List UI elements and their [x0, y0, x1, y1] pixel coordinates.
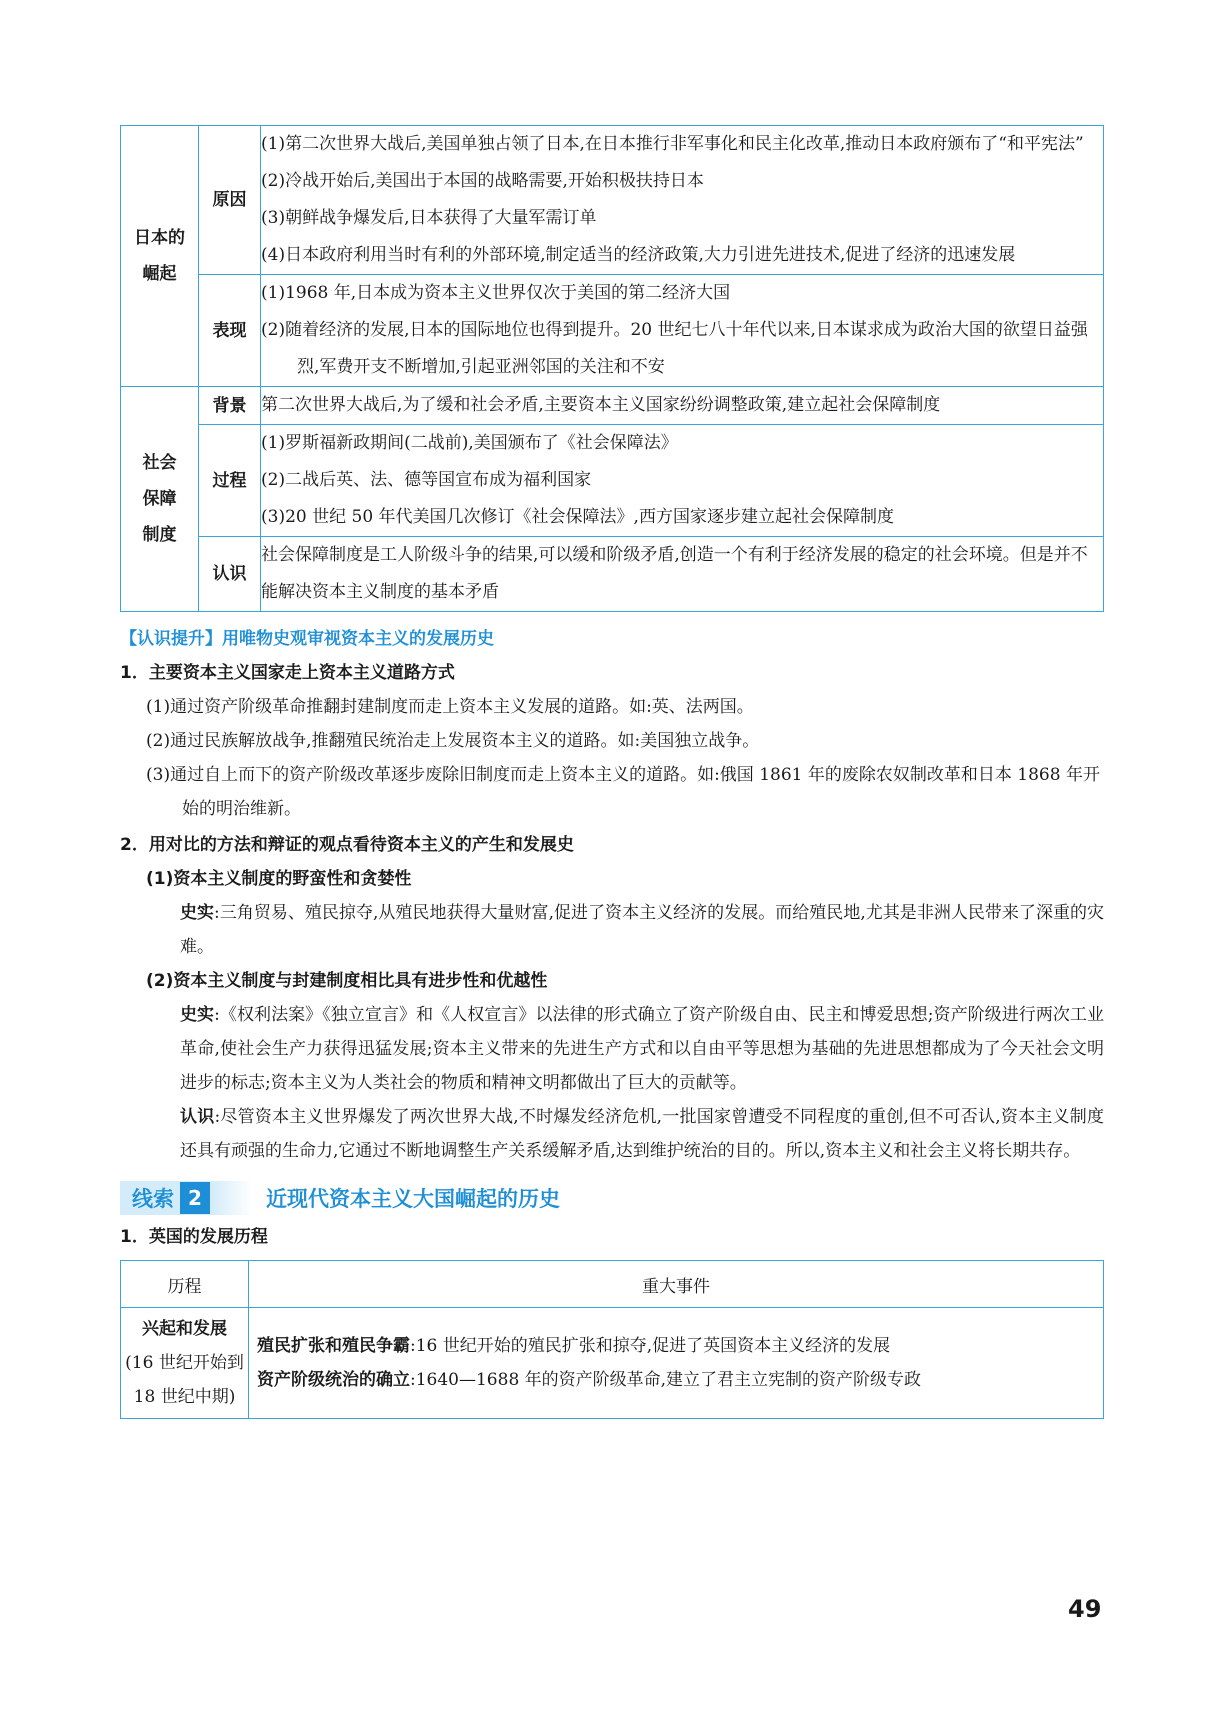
section-heading: 1．主要资本主义国家走上资本主义道路方式 [120, 663, 455, 683]
event-item [257, 1329, 1095, 1363]
event-item [257, 1363, 1095, 1397]
label-fact: 史实 [180, 1005, 215, 1025]
list-item: (4)日本政府利用当时有利的外部环境,制定适当的经济政策,大力引进先进技术,促进了经济的迅速发展 [261, 245, 1016, 265]
development-table [120, 125, 1104, 612]
row-label-view: 认识 [199, 537, 261, 612]
sub-heading: (1)资本主义制度的野蛮性和贪婪性 [146, 869, 412, 889]
clue-banner [120, 1178, 1104, 1218]
list-item: (1)罗斯福新政期间(二战前),美国颁布了《社会保障法》 [261, 433, 678, 453]
row-label-process: 过程 [199, 425, 261, 537]
background-cell [261, 387, 1104, 425]
clue-tag [120, 1181, 252, 1215]
row-label-background: 背景 [199, 387, 261, 425]
events-cell [249, 1308, 1104, 1419]
stage-cell [121, 1308, 249, 1419]
header-events: 重大事件 [249, 1261, 1104, 1308]
performance-cell [261, 275, 1104, 387]
header-stage: 历程 [121, 1261, 249, 1308]
table-row [121, 425, 1104, 537]
list-item: (3)朝鲜战争爆发后,日本获得了大量军需订单 [261, 208, 597, 228]
section-heading: 1．英国的发展历程 [120, 1227, 268, 1247]
row-label-performance: 表现 [199, 275, 261, 387]
stage-period: (16 世纪开始到 [125, 1353, 244, 1373]
process-cell [261, 425, 1104, 537]
label-fact: 史实 [180, 903, 215, 923]
paragraph-text: :《权利法案》《独立宣言》和《人权宣言》以法律的形式确立了资产阶级自由、民主和博爱思想;资产阶级进行两次工业革命,使社会生产力获得迅猛发展;资本主义带来的先进生产方式和以自由平等思想为基础的先进思想都成为了今天社会文明进步的标志;资本主义为人类社会的物质和精神文明都做出了巨大的贡献等。 [180, 1005, 1105, 1093]
event-text: :16 世纪开始的殖民扩张和掠夺,促进了英国资本主义经济的发展 [410, 1336, 891, 1356]
list-item: (2)通过民族解放战争,推翻殖民统治走上发展资本主义的道路。如:美国独立战争。 [146, 731, 760, 751]
list-item: (2)冷战开始后,美国出于本国的战略需要,开始积极扶持日本 [261, 171, 704, 191]
paragraph-text: :尽管资本主义世界爆发了两次世界大战,不时爆发经济危机,一批国家曾遭受不同程度的重创,但不可否认,资本主义制度还具有顽强的生命力,它通过不断地调整生产关系缓解矛盾,达到维护统治的目的。所以,资本主义和社会主义将长期共存。 [180, 1107, 1104, 1161]
paragraph [120, 998, 1104, 1100]
event-text: :1640—1688 年的资产阶级革命,建立了君主立宪制的资产阶级专政 [410, 1370, 922, 1390]
list-item: (3)20 世纪 50 年代美国几次修订《社会保障法》,西方国家逐步建立起社会保障制度 [261, 507, 894, 527]
paragraph-text: :三角贸易、殖民掠夺,从殖民地获得大量财富,促进了资本主义经济的发展。而给殖民地,尤其是非洲人民带来了深重的灾难。 [180, 903, 1105, 957]
list-item: (3)通过自上而下的资产阶级改革逐步废除旧制度而走上资本主义的道路。如:俄国 1861 年的废除农奴制改革和日本 1868 年开始的明治维新。 [146, 765, 1100, 819]
page-number: 49 [1068, 1595, 1102, 1623]
clue-title: 近现代资本主义大国崛起的历史 [266, 1187, 560, 1211]
britain-table [120, 1260, 1104, 1419]
table-row [121, 126, 1104, 275]
view-text: 社会保障制度是工人阶级斗争的结果,可以缓和阶级矛盾,创造一个有利于经济发展的稳定的社会环境。但是并不能解决资本主义制度的基本矛盾 [261, 545, 1088, 602]
event-label: 殖民扩张和殖民争霸 [257, 1336, 410, 1356]
paragraph [120, 1100, 1104, 1168]
label-view: 认识 [180, 1107, 215, 1127]
stage-period: 18 世纪中期) [133, 1387, 236, 1407]
table-header-row [121, 1261, 1104, 1308]
clue-word: 线索 [132, 1187, 174, 1211]
table-row [121, 537, 1104, 612]
paragraph [120, 896, 1104, 964]
background-text: 第二次世界大战后,为了缓和社会矛盾,主要资本主义国家纷纷调整政策,建立起社会保障制度 [261, 395, 941, 415]
view-cell [261, 537, 1104, 612]
page-content [120, 125, 1104, 1419]
row-label-reason: 原因 [199, 126, 261, 275]
table-row [121, 1308, 1104, 1419]
list-item: (2)二战后英、法、德等国宣布成为福利国家 [261, 470, 592, 490]
section-japan: 日本的 崛起 [121, 126, 199, 387]
list-item: (2)随着经济的发展,日本的国际地位也得到提升。20 世纪七八十年代以来,日本谋求成为政治大国的欲望日益强烈,军费开支不断增加,引起亚洲邻国的关注和不安 [261, 320, 1088, 377]
section-heading: 2．用对比的方法和辩证的观点看待资本主义的产生和发展史 [120, 835, 574, 855]
event-label: 资产阶级统治的确立 [257, 1370, 410, 1390]
list-item: (1)1968 年,日本成为资本主义世界仅次于美国的第二经济大国 [261, 283, 731, 303]
sub-heading: (2)资本主义制度与封建制度相比具有进步性和优越性 [146, 971, 548, 991]
reason-cell [261, 126, 1104, 275]
section-social-security: 社会 保障 制度 [121, 387, 199, 612]
list-item: (1)第二次世界大战后,美国单独占领了日本,在日本推行非军事化和民主化改革,推动日本政府颁布了“和平宪法” [261, 134, 1084, 154]
table-row [121, 387, 1104, 425]
list-item: (1)通过资产阶级革命推翻封建制度而走上资本主义发展的道路。如:英、法两国。 [146, 697, 754, 717]
stage-title: 兴起和发展 [142, 1319, 227, 1339]
tip-heading: 【认识提升】用唯物史观审视资本主义的发展历史 [120, 629, 494, 649]
table-row [121, 275, 1104, 387]
clue-number: 2 [180, 1182, 210, 1214]
